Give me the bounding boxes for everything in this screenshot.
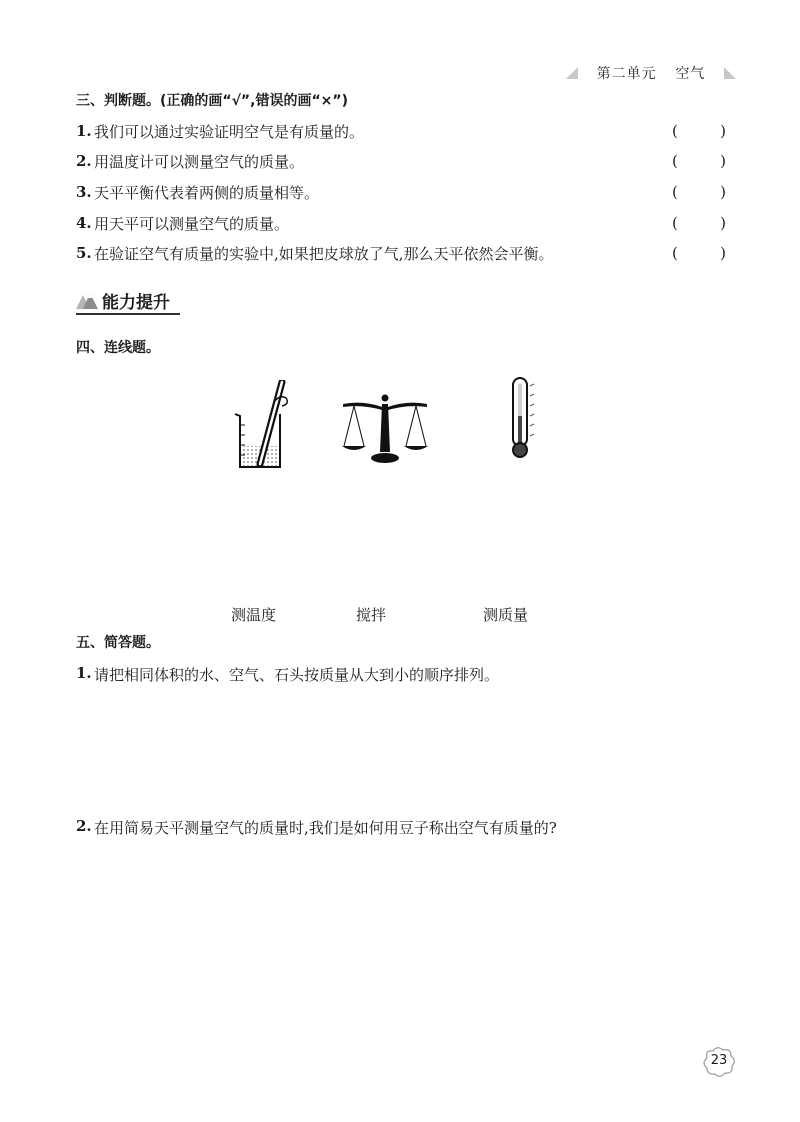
- answer-area-2[interactable]: [76, 845, 736, 1025]
- judge-item-text: 在验证空气有质量的实验中,如果把皮球放了气,那么天平依然会平衡。: [94, 244, 554, 263]
- judge-item-number: 2.: [76, 152, 92, 170]
- beaker-stirring-icon: [230, 380, 300, 472]
- mountain-icon: [76, 291, 98, 309]
- question-text: 在用简易天平测量空气的质量时,我们是如何用豆子称出空气有质量的?: [94, 819, 557, 837]
- section5-title: 五、简答题。: [76, 635, 160, 651]
- judge-item-2: [76, 150, 726, 172]
- question-number: 1.: [76, 664, 92, 682]
- judge-item-number: 1.: [76, 122, 92, 140]
- short-question-2: [76, 817, 736, 838]
- ability-banner: [76, 287, 180, 315]
- question-number: 2.: [76, 817, 92, 835]
- section3-title: 三、判断题。(正确的画“√”,错误的画“×”): [76, 93, 348, 109]
- match-label-stir[interactable]: 搅拌: [356, 606, 387, 624]
- answer-blank[interactable]: ( ): [672, 244, 726, 262]
- question-text: 请把相同体积的水、空气、石头按质量从大到小的顺序排列。: [94, 666, 500, 684]
- judge-item-4: [76, 212, 726, 234]
- match-label-measure-mass[interactable]: 测质量: [483, 606, 529, 624]
- page-number: 23: [710, 1053, 728, 1068]
- answer-blank[interactable]: ( ): [672, 183, 726, 201]
- short-question-1: [76, 664, 736, 685]
- judge-item-5: [76, 242, 726, 264]
- judge-item-1: [76, 120, 726, 142]
- balance-scale-icon: [340, 392, 430, 464]
- header-left-triangle-icon: [566, 67, 578, 79]
- judge-item-text: 用温度计可以测量空气的质量。: [94, 152, 305, 171]
- judge-item-number: 3.: [76, 183, 92, 201]
- section4-title: 四、连线题。: [76, 340, 160, 356]
- page-header: [566, 62, 736, 84]
- header-unit: 第二单元: [596, 66, 657, 82]
- answer-blank[interactable]: ( ): [672, 214, 726, 232]
- judge-item-number: 4.: [76, 214, 92, 232]
- thermometer-icon: [506, 376, 542, 460]
- header-right-triangle-icon: [724, 67, 736, 79]
- judge-item-3: [76, 181, 726, 203]
- judge-item-number: 5.: [76, 244, 92, 262]
- answer-blank[interactable]: ( ): [672, 122, 726, 140]
- ability-label: 能力提升: [102, 292, 170, 313]
- judge-item-text: 用天平可以测量空气的质量。: [94, 214, 290, 233]
- page-number-badge: [699, 1044, 739, 1080]
- answer-blank[interactable]: ( ): [672, 152, 726, 170]
- judge-item-text: 我们可以通过实验证明空气是有质量的。: [94, 122, 365, 141]
- header-topic: 空气: [675, 66, 706, 82]
- answer-area-1[interactable]: [76, 690, 736, 810]
- match-label-measure-temperature[interactable]: 测温度: [231, 606, 277, 624]
- judge-item-text: 天平平衡代表着两侧的质量相等。: [94, 183, 320, 202]
